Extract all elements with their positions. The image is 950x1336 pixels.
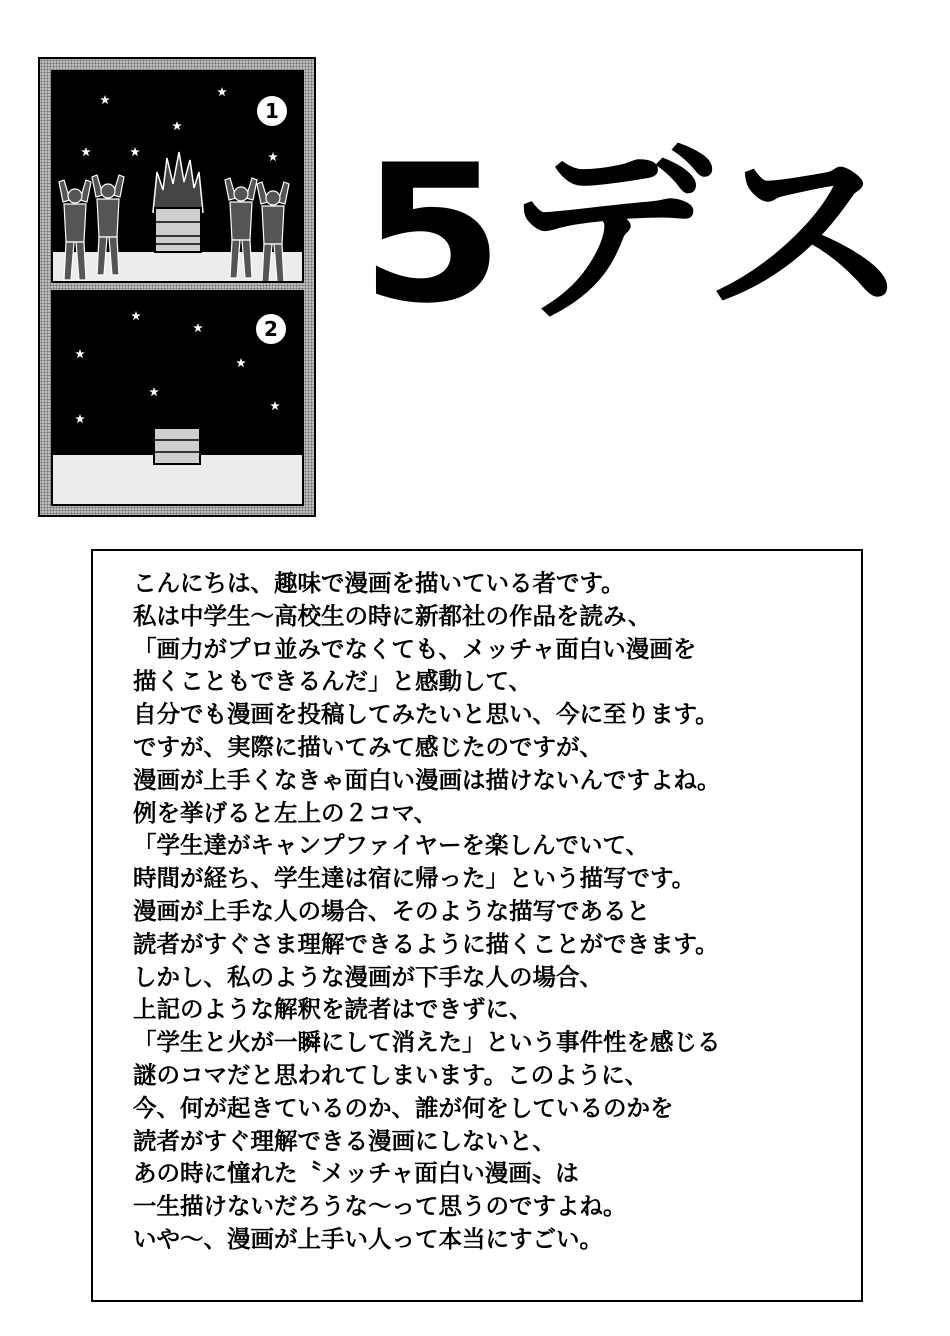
essay-line: 謎のコマだと思われてしまいます。このように、 <box>133 1060 649 1089</box>
essay-line: あの時に憧れた〝メッチャ面白い漫画〟は <box>133 1159 579 1188</box>
essay-line: 一生描けないだろうな〜って思うのですよね。 <box>133 1192 627 1221</box>
essay-line: こんにちは、趣味で漫画を描いている者です。 <box>133 569 625 597</box>
essay-line: 私は中学生〜高校生の時に新都社の作品を読み、 <box>133 601 652 630</box>
essay-line: 「学生達がキャンプファイヤーを楽しんでいて、 <box>133 831 650 860</box>
panel-number-2: 2 <box>254 312 288 346</box>
essay-line: 読者がすぐさま理解できるように描くことができます。 <box>133 929 719 958</box>
crate-icon <box>154 428 200 464</box>
essay-line: ですが、実際に描いてみて感じたのですが、 <box>133 732 603 761</box>
essay-line: しかし、私のような漫画が下手な人の場合、 <box>133 962 603 991</box>
comic-panel-1 <box>51 70 304 283</box>
essay-line: 今、何が起きているのか、誰が何をしているのかを <box>133 1093 674 1122</box>
panel-number-1: 1 <box>255 94 289 128</box>
essay-box <box>91 549 863 1302</box>
comic-panel-2 <box>51 290 304 506</box>
essay-line: 例を挙げると左上の２コマ、 <box>133 798 438 827</box>
essay-line: 「画力がプロ並みでなくても、メッチャ面白い漫画を <box>133 634 697 663</box>
essay-line: 上記のような解釈を読者はできずに、 <box>133 995 533 1024</box>
essay-line: 漫画が上手な人の場合、そのような描写であると <box>133 896 650 925</box>
crate-icon <box>155 208 201 252</box>
essay-line: 「学生と火が一瞬にして消えた」という事件性を感じる <box>133 1028 721 1057</box>
essay-line: 読者がすぐ理解できる漫画にしないと、 <box>133 1126 556 1155</box>
essay-line: 漫画が上手くなきゃ面白い漫画は描けないんですよね。 <box>133 765 721 794</box>
page-title-text: 5デス <box>360 124 910 340</box>
comic-illustration <box>38 57 316 517</box>
essay-line: 自分でも漫画を投稿してみたいと思い、今に至ります。 <box>133 700 719 729</box>
essay-line: いや〜、漫画が上手い人って本当にすごい。 <box>133 1224 603 1253</box>
essay-line: 時間が経ち、学生達は宿に帰った」という描写です。 <box>133 864 696 893</box>
essay-line: 描くこともできるんだ」と感動して、 <box>133 667 533 696</box>
page-title <box>360 120 920 340</box>
essay-text <box>133 567 721 1256</box>
